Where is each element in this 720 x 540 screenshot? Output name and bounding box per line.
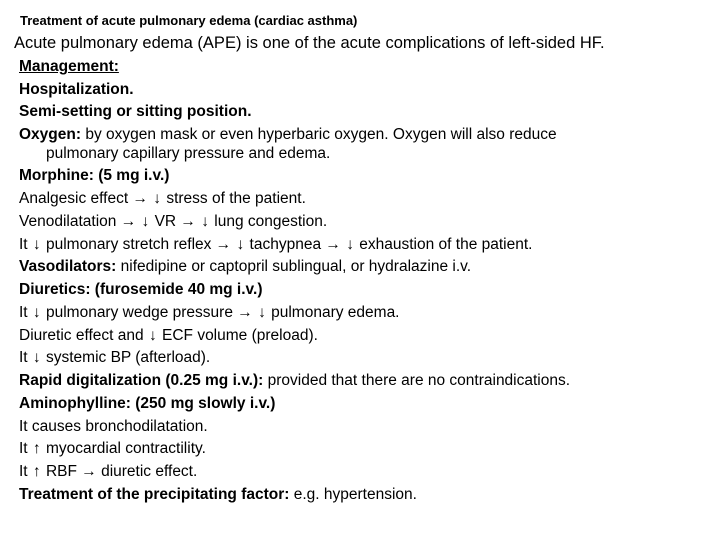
text-part: lung congestion. [209, 213, 328, 230]
diuretics-label: Diuretics: [19, 281, 91, 298]
aminophylline-broncho-line: It causes bronchodilatation. [19, 418, 208, 435]
morphine-label: Morphine: (5 mg i.v.) [19, 167, 170, 184]
down-arrow-icon: ↓ [32, 236, 41, 253]
diuretics-dose: (furosemide 40 mg i.v.) [90, 281, 263, 298]
text-part: Venodilatation → [19, 213, 141, 230]
text-part: ECF volume (preload). [157, 327, 318, 344]
text-part: pulmonary wedge pressure → [41, 304, 258, 321]
digitalization-line [19, 371, 570, 390]
text-part: pulmonary stretch reflex → [41, 236, 236, 253]
text-part: Analgesic effect → [19, 190, 153, 207]
text-part: VR → [150, 213, 201, 230]
text-part: systemic BP (afterload). [41, 349, 211, 366]
text-part: It [19, 440, 32, 457]
morphine-venodilatation-line [19, 212, 327, 231]
text-part: It [19, 463, 32, 480]
hospitalization-line: Hospitalization. [19, 81, 134, 98]
morphine-stretch-line [19, 235, 532, 254]
vasodilators-label: Vasodilators: [19, 258, 117, 275]
diuretics-wedge-line [19, 303, 400, 322]
management-heading: Management: [19, 58, 119, 75]
text-part: It [19, 349, 32, 366]
down-arrow-icon: ↓ [141, 213, 150, 230]
down-arrow-icon: ↓ [201, 213, 209, 230]
text-part: pulmonary edema. [266, 304, 400, 321]
intro-text: Acute pulmonary edema (APE) is one of the acute complications of left-sided HF. [14, 34, 605, 52]
text-part: It [19, 304, 32, 321]
down-arrow-icon: ↓ [148, 327, 157, 344]
oxygen-line [19, 125, 557, 144]
oxygen-continuation: pulmonary capillary pressure and edema. [46, 145, 331, 162]
digitalization-label: Rapid digitalization (0.25 mg i.v.): [19, 372, 264, 389]
text-part: Diuretic effect and [19, 327, 148, 344]
aminophylline-contract-line [19, 439, 206, 458]
text-part: exhaustion of the patient. [354, 236, 533, 253]
diuretics-ecf-line [19, 326, 318, 345]
up-arrow-icon: ↑ [32, 463, 41, 480]
oxygen-label: Oxygen: [19, 126, 82, 143]
up-arrow-icon: ↑ [32, 440, 41, 457]
down-arrow-icon: ↓ [32, 349, 41, 366]
text-part: myocardial contractility. [41, 440, 206, 457]
down-arrow-icon: ↓ [346, 236, 354, 253]
oxygen-text: by oxygen mask or even hyperbaric oxygen. Oxygen will also reduce [81, 126, 557, 143]
text-part: RBF → diuretic effect. [41, 463, 198, 480]
slide-title: Treatment of acute pulmonary edema (cardiac asthma) [20, 13, 358, 28]
aminophylline-dose: (250 mg slowly i.v.) [130, 395, 276, 412]
text-part: It [19, 236, 32, 253]
diuretics-line [19, 280, 262, 299]
aminophylline-line [19, 394, 275, 413]
aminophylline-label: Aminophylline: [19, 395, 131, 412]
digitalization-text: provided that there are no contraindications. [263, 372, 571, 389]
down-arrow-icon: ↓ [153, 190, 162, 207]
text-part: tachypnea → [245, 236, 346, 253]
precipitating-label: Treatment of the precipitating factor: [19, 486, 290, 503]
down-arrow-icon: ↓ [32, 304, 41, 321]
morphine-analgesic-line [19, 189, 306, 208]
down-arrow-icon: ↓ [258, 304, 266, 321]
down-arrow-icon: ↓ [236, 236, 245, 253]
aminophylline-rbf-line [19, 462, 197, 481]
diuretics-bp-line [19, 348, 210, 367]
vasodilators-text: nifedipine or captopril sublingual, or hydralazine i.v. [116, 258, 472, 275]
precipitating-text: e.g. hypertension. [289, 486, 417, 503]
precipitating-line [19, 485, 417, 504]
position-line: Semi-setting or sitting position. [19, 103, 252, 120]
text-part: stress of the patient. [162, 190, 306, 207]
vasodilators-line [19, 257, 471, 276]
